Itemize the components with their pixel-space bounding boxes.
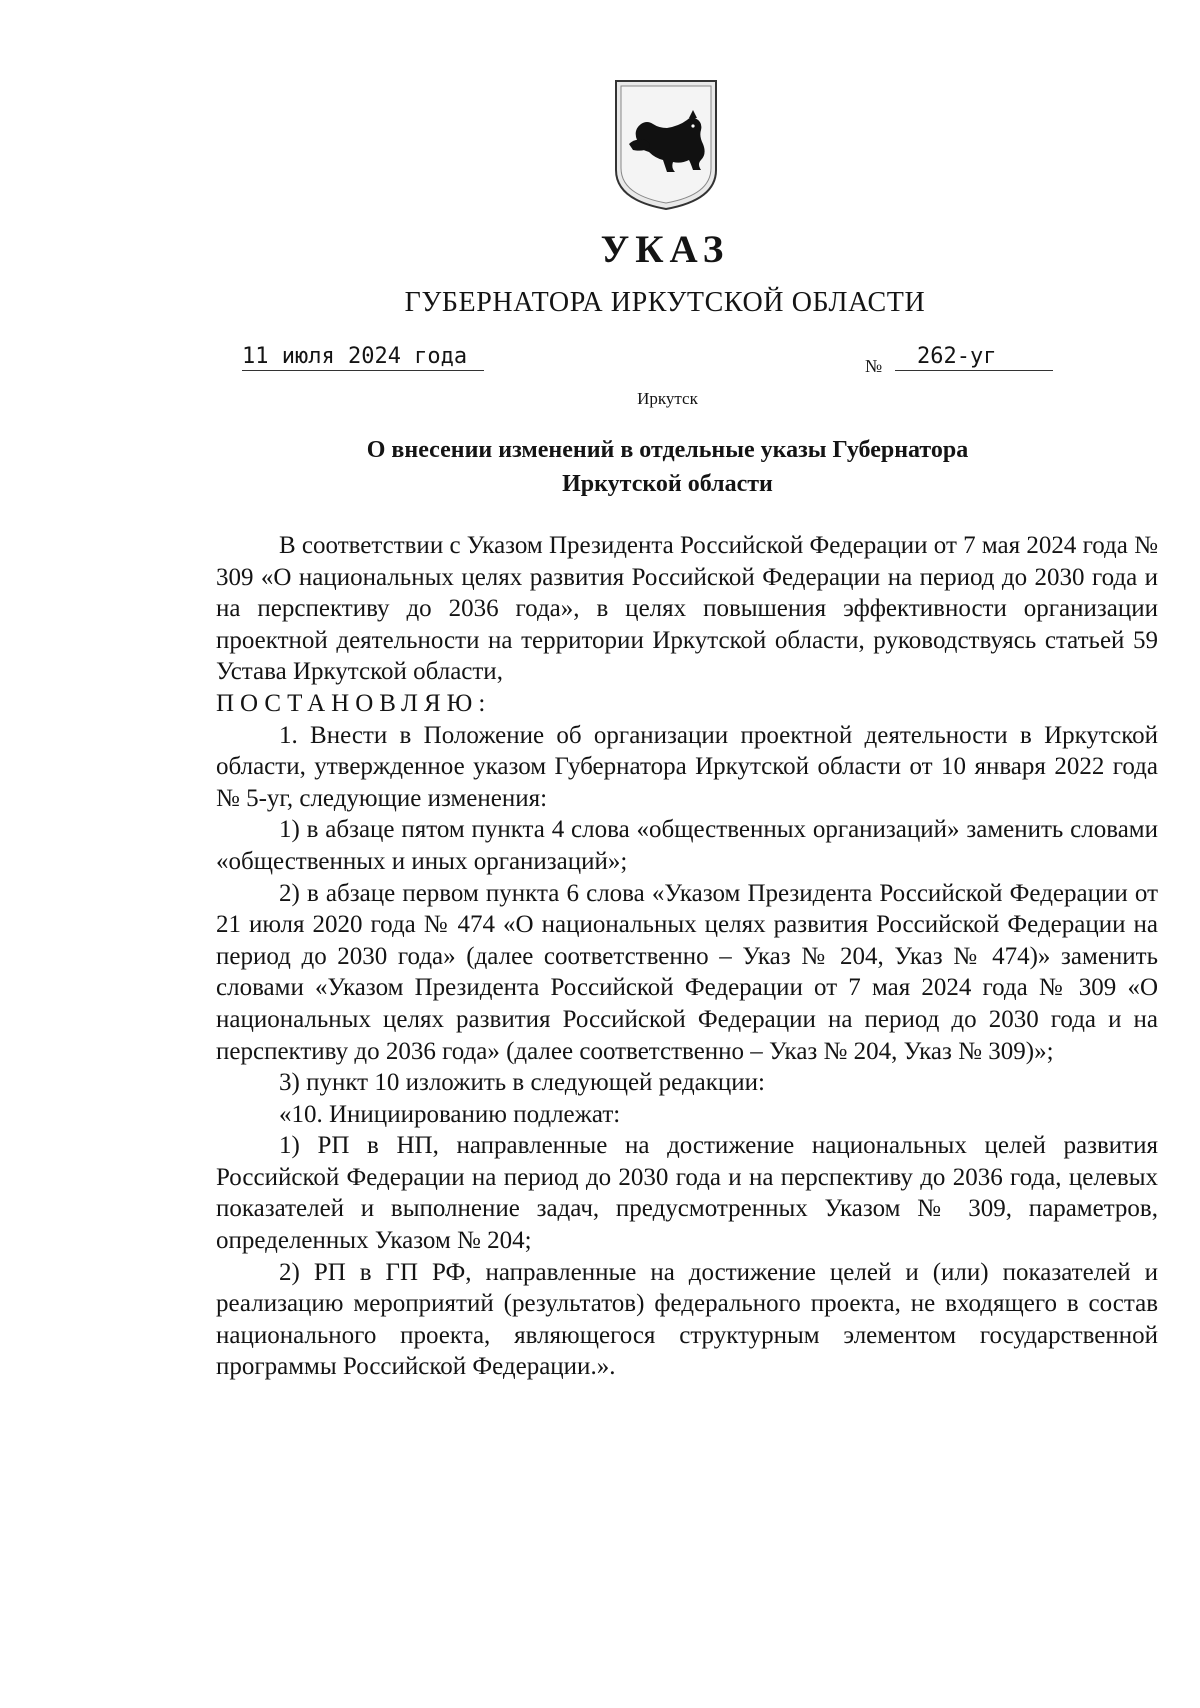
preamble-paragraph: В соответствии с Указом Президента Российской Федерации от 7 мая 2024 года № 309 «О национальных целях развития Российской Федерации на период до 2030 года и на перспективу до 2036 года», в целях повышения эффективности организации проектной деятельности на территории Иркутской области, руководствуясь статьей 59 Устава Иркутской области, xyxy=(216,532,1158,686)
body-paragraph: 1) в абзаце пятом пункта 4 слова «общественных организаций» заменить словами «общественных и иных организаций»; xyxy=(216,816,1158,875)
decree-heading-line-2: Иркутской области xyxy=(562,471,773,497)
decree-number: 262-уг xyxy=(895,346,1053,371)
decree-heading xyxy=(0,433,1200,501)
body-paragraph: 1. Внести в Положение об организации проектной деятельности в Иркутской области, утвержденное указом Губернатора Иркутской области от 10 января 2022 года № 5-уг, следующие изменения: xyxy=(216,721,1158,812)
resolve-keyword: ПОСТАНОВЛЯЮ: xyxy=(216,689,492,717)
document-title: УКАЗ xyxy=(600,228,730,271)
decree-body xyxy=(216,530,1158,1383)
decree-date: 11 июля 2024 года xyxy=(242,346,484,371)
body-paragraph: 2) в абзаце первом пункта 6 слова «Указом Президента Российской Федерации от 21 июля 2020 года № 474 «О национальных целях развития Российской Федерации на период до 2030 года» (далее соответственно – Указ № 204, Указ № 474)» заменить словами «Указом Президента Российской Федерации от 7 мая 2024 года № 309 «О национальных целях развития Российской Федерации на период до 2030 года и на перспективу до 2036 года» (далее соответственно – Указ № 204, Указ № 309)»; xyxy=(216,879,1158,1065)
irkutsk-coat-of-arms-icon xyxy=(613,78,719,212)
issuer-title: ГУБЕРНАТОРА ИРКУТСКОЙ ОБЛАСТИ xyxy=(404,287,926,318)
body-paragraph: 3) пункт 10 изложить в следующей редакции: xyxy=(279,1069,765,1097)
body-paragraph: 2) РП в ГП РФ, направленные на достижение целей и (или) показателей и реализацию мероприятий (результатов) федерального проекта, не входящего в состав национального проекта, являющегося структурным элементом государственной программы Российской Федерации.». xyxy=(216,1258,1158,1381)
body-paragraph: 1) РП в НП, направленные на достижение национальных целей развития Российской Федерации на период до 2030 года и на перспективу до 2036 года, целевых показателей и выполнение задач, предусмотренных Указом № 309, параметров, определенных Указом № 204; xyxy=(216,1132,1158,1255)
decree-heading-line-1: О внесении изменений в отдельные указы Губернатора xyxy=(366,437,969,463)
number-sign: № xyxy=(865,356,883,376)
city-name: Иркутск xyxy=(637,389,698,408)
body-paragraph: «10. Инициированию подлежат: xyxy=(279,1100,621,1128)
